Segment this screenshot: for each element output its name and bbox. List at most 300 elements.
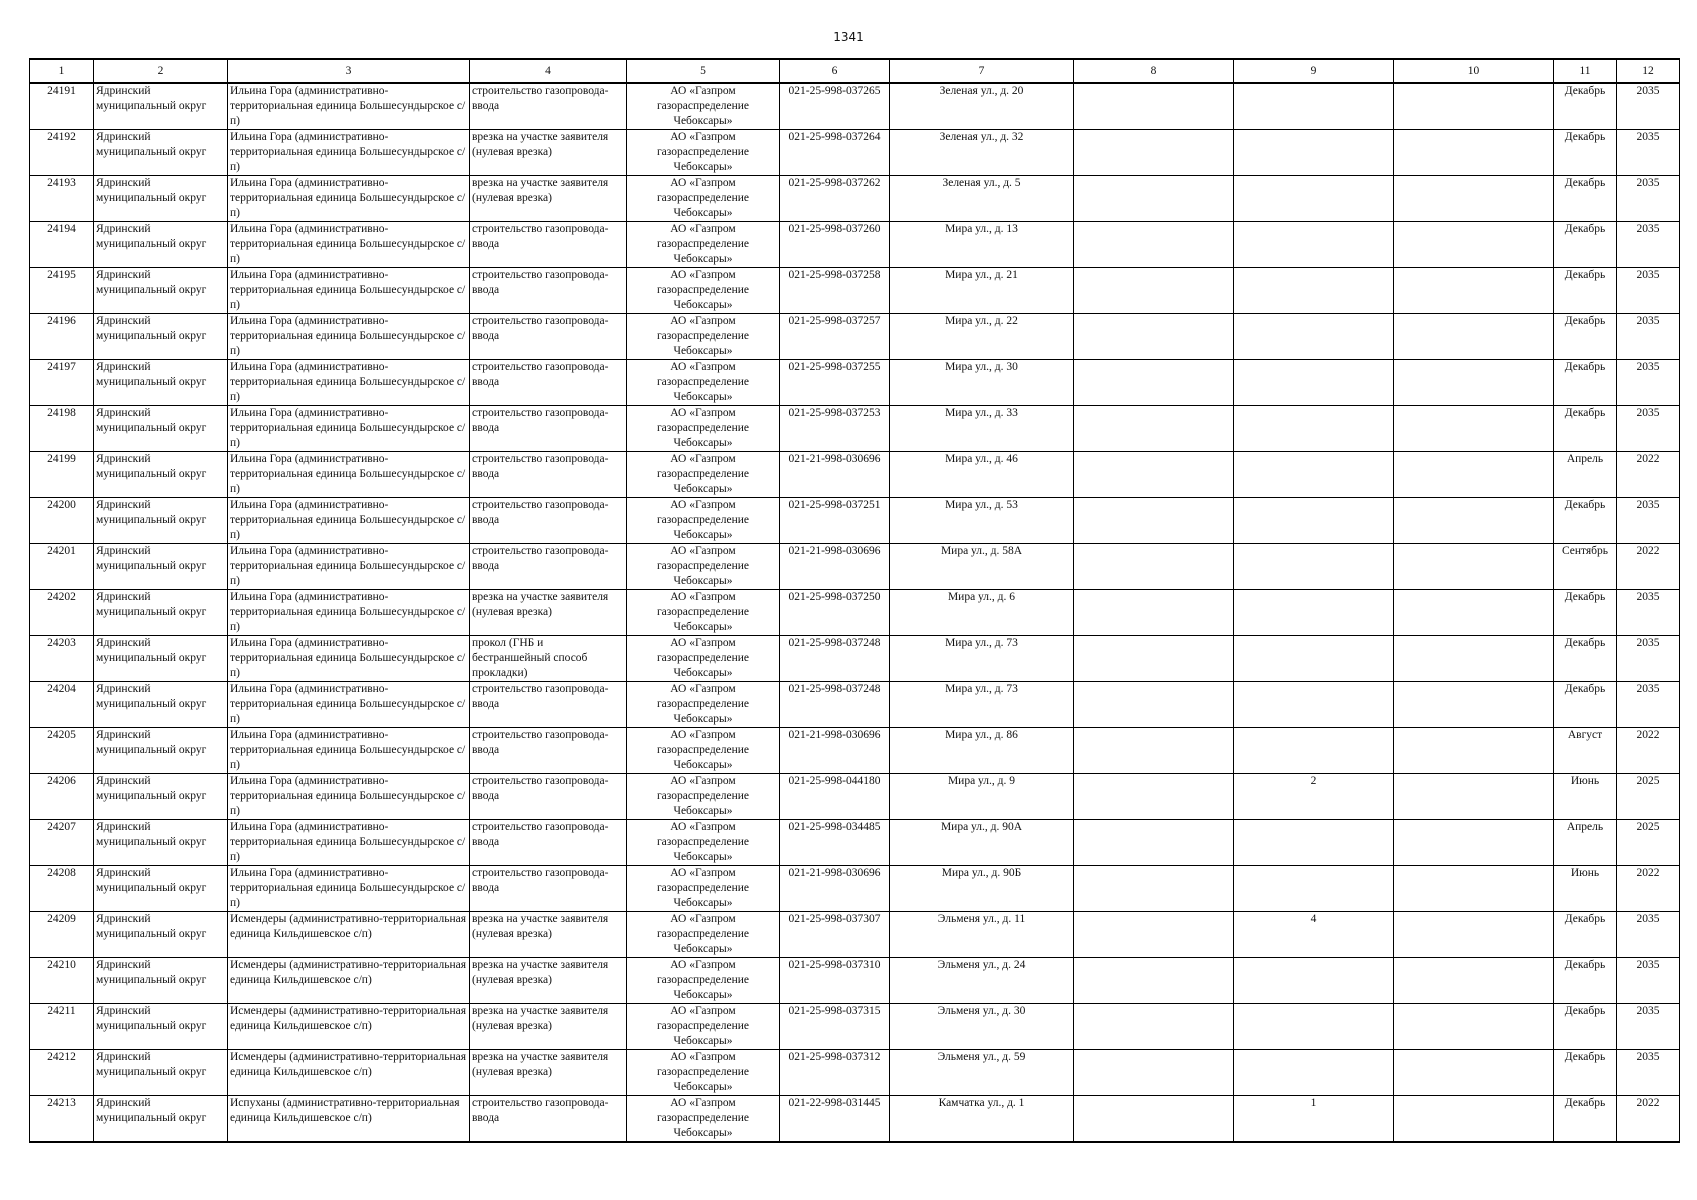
object-code-cell	[780, 682, 890, 728]
address-cell	[890, 774, 1074, 820]
column-9-cell-text: 4	[1310, 913, 1317, 925]
column-9-cell	[1234, 268, 1394, 314]
column-9-cell	[1234, 866, 1394, 912]
column-8-cell	[1074, 360, 1234, 406]
column-10-cell	[1394, 728, 1554, 774]
column-10-cell	[1394, 1004, 1554, 1050]
district-cell	[94, 130, 228, 176]
address-cell	[890, 682, 1074, 728]
table-row	[30, 958, 1680, 1004]
district-cell	[94, 452, 228, 498]
year-cell-text: 2035	[1636, 315, 1660, 327]
object-code-cell-text: 021-25-998-037250	[788, 591, 881, 603]
year-cell-text: 2035	[1636, 269, 1660, 281]
year-cell-text: 2025	[1636, 821, 1660, 833]
address-cell	[890, 544, 1074, 590]
district-cell	[94, 820, 228, 866]
address-cell-text: Мира ул., д. 73	[945, 683, 1018, 695]
work-type-cell-text: врезка на участке заявителя (нулевая врезка)	[472, 177, 609, 204]
year-cell	[1617, 360, 1680, 406]
row-number-cell-text: 24213	[47, 1097, 76, 1109]
address-cell-text: Мира ул., д. 33	[945, 407, 1018, 419]
table-row	[30, 866, 1680, 912]
settlement-cell-text: Ильина Гора (административно-территориальная единица Большесундырское с/п)	[230, 545, 466, 587]
settlement-cell-text: Ильина Гора (административно-территориальная единица Большесундырское с/п)	[230, 315, 466, 357]
object-code-cell-text: 021-25-998-037248	[788, 637, 881, 649]
month-cell-text: Апрель	[1566, 453, 1604, 465]
year-cell	[1617, 544, 1680, 590]
address-cell	[890, 1004, 1074, 1050]
settlement-cell	[228, 406, 470, 452]
column-9-cell	[1234, 912, 1394, 958]
column-10-cell	[1394, 452, 1554, 498]
year-cell	[1617, 682, 1680, 728]
column-9-cell	[1234, 406, 1394, 452]
district-cell-text: Ядринский муниципальный округ	[96, 867, 207, 894]
year-cell-text: 2022	[1636, 867, 1660, 879]
month-cell	[1554, 590, 1617, 636]
organization-cell	[627, 820, 780, 866]
work-type-cell-text: врезка на участке заявителя (нулевая врезка)	[472, 591, 609, 618]
column-header: 12	[1617, 59, 1680, 83]
address-cell	[890, 498, 1074, 544]
row-number-cell-text: 24200	[47, 499, 76, 511]
district-cell	[94, 83, 228, 130]
row-number-cell	[30, 544, 94, 590]
row-number-cell	[30, 636, 94, 682]
row-number-cell-text: 24195	[47, 269, 76, 281]
settlement-cell	[228, 83, 470, 130]
object-code-cell	[780, 314, 890, 360]
object-code-cell-text: 021-25-998-034485	[788, 821, 881, 833]
district-cell	[94, 176, 228, 222]
object-code-cell-text: 021-25-998-037251	[788, 499, 881, 511]
column-8-cell	[1074, 912, 1234, 958]
settlement-cell	[228, 774, 470, 820]
row-number-cell	[30, 1096, 94, 1143]
work-type-cell-text: врезка на участке заявителя (нулевая врезка)	[472, 1051, 609, 1078]
column-8-cell	[1074, 1004, 1234, 1050]
district-cell-text: Ядринский муниципальный округ	[96, 729, 207, 756]
settlement-cell-text: Ильина Гора (административно-территориальная единица Большесундырское с/п)	[230, 683, 466, 725]
row-number-cell	[30, 360, 94, 406]
settlement-cell	[228, 268, 470, 314]
year-cell-text: 2035	[1636, 223, 1660, 235]
year-cell	[1617, 820, 1680, 866]
organization-cell-text: АО «Газпром газораспределение Чебоксары»	[656, 637, 750, 679]
district-cell	[94, 544, 228, 590]
column-10-cell	[1394, 314, 1554, 360]
address-cell	[890, 958, 1074, 1004]
row-number-cell	[30, 682, 94, 728]
table-row	[30, 268, 1680, 314]
table-row	[30, 728, 1680, 774]
month-cell-text: Декабрь	[1564, 637, 1606, 649]
object-code-cell	[780, 544, 890, 590]
organization-cell	[627, 1050, 780, 1096]
address-cell-text: Эльменя ул., д. 59	[937, 1051, 1026, 1063]
organization-cell-text: АО «Газпром газораспределение Чебоксары»	[656, 729, 750, 771]
column-header: 4	[470, 59, 627, 83]
row-number-cell-text: 24196	[47, 315, 76, 327]
row-number-cell-text: 24209	[47, 913, 76, 925]
organization-cell	[627, 958, 780, 1004]
address-cell	[890, 314, 1074, 360]
month-cell	[1554, 1096, 1617, 1143]
work-type-cell	[470, 452, 627, 498]
address-cell-text: Камчатка ул., д. 1	[938, 1097, 1025, 1109]
object-code-cell	[780, 268, 890, 314]
column-10-cell	[1394, 590, 1554, 636]
object-code-cell	[780, 498, 890, 544]
column-8-cell	[1074, 83, 1234, 130]
address-cell-text: Мира ул., д. 86	[945, 729, 1018, 741]
district-cell-text: Ядринский муниципальный округ	[96, 453, 207, 480]
month-cell-text: Декабрь	[1564, 1051, 1606, 1063]
column-10-cell	[1394, 820, 1554, 866]
month-cell-text: Декабрь	[1564, 683, 1606, 695]
work-type-cell	[470, 176, 627, 222]
year-cell	[1617, 866, 1680, 912]
organization-cell	[627, 268, 780, 314]
column-8-cell	[1074, 590, 1234, 636]
column-9-cell	[1234, 1096, 1394, 1143]
address-cell	[890, 452, 1074, 498]
work-type-cell	[470, 268, 627, 314]
month-cell-text: Декабрь	[1564, 223, 1606, 235]
column-10-cell	[1394, 83, 1554, 130]
row-number-cell	[30, 314, 94, 360]
work-type-cell	[470, 682, 627, 728]
district-cell-text: Ядринский муниципальный округ	[96, 959, 207, 986]
district-cell-text: Ядринский муниципальный округ	[96, 315, 207, 342]
work-type-cell-text: строительство газопровода-ввода	[472, 729, 609, 756]
work-type-cell	[470, 222, 627, 268]
row-number-cell-text: 24197	[47, 361, 76, 373]
settlement-cell	[228, 130, 470, 176]
district-cell	[94, 636, 228, 682]
address-cell-text: Мира ул., д. 53	[945, 499, 1018, 511]
column-9-cell-text: 1	[1310, 1097, 1317, 1109]
row-number-cell	[30, 268, 94, 314]
work-type-cell-text: врезка на участке заявителя (нулевая врезка)	[472, 131, 609, 158]
organization-cell	[627, 682, 780, 728]
address-cell	[890, 636, 1074, 682]
column-9-cell	[1234, 360, 1394, 406]
address-cell-text: Мира ул., д. 90Б	[941, 867, 1022, 879]
object-code-cell	[780, 222, 890, 268]
year-cell-text: 2035	[1636, 499, 1660, 511]
settlement-cell	[228, 590, 470, 636]
district-cell-text: Ядринский муниципальный округ	[96, 683, 207, 710]
work-type-cell	[470, 360, 627, 406]
district-cell	[94, 1050, 228, 1096]
year-cell	[1617, 83, 1680, 130]
address-cell	[890, 83, 1074, 130]
work-type-cell-text: строительство газопровода-ввода	[472, 223, 609, 250]
settlement-cell-text: Испуханы (административно-территориальная единица Кильдишевское с/п)	[230, 1097, 460, 1124]
organization-cell	[627, 130, 780, 176]
column-10-cell	[1394, 912, 1554, 958]
column-10-cell	[1394, 682, 1554, 728]
row-number-cell-text: 24191	[47, 85, 76, 97]
object-code-cell-text: 021-25-998-037262	[788, 177, 881, 189]
organization-cell	[627, 452, 780, 498]
settlement-cell	[228, 820, 470, 866]
organization-cell-text: АО «Газпром газораспределение Чебоксары»	[656, 269, 750, 311]
organization-cell	[627, 728, 780, 774]
row-number-cell	[30, 406, 94, 452]
column-10-cell	[1394, 360, 1554, 406]
object-code-cell-text: 021-21-998-030696	[788, 545, 881, 557]
year-cell	[1617, 314, 1680, 360]
settlement-cell	[228, 360, 470, 406]
district-cell	[94, 590, 228, 636]
row-number-cell	[30, 912, 94, 958]
month-cell	[1554, 544, 1617, 590]
year-cell-text: 2025	[1636, 775, 1660, 787]
object-code-cell	[780, 728, 890, 774]
month-cell	[1554, 1050, 1617, 1096]
row-number-cell-text: 24192	[47, 131, 76, 143]
object-code-cell	[780, 820, 890, 866]
month-cell	[1554, 636, 1617, 682]
table-row	[30, 314, 1680, 360]
settlement-cell	[228, 1096, 470, 1143]
column-header: 8	[1074, 59, 1234, 83]
column-8-cell	[1074, 820, 1234, 866]
object-code-cell	[780, 636, 890, 682]
work-type-cell-text: строительство газопровода-ввода	[472, 269, 609, 296]
column-10-cell	[1394, 130, 1554, 176]
district-cell	[94, 682, 228, 728]
address-cell	[890, 1050, 1074, 1096]
settlement-cell	[228, 682, 470, 728]
month-cell-text: Декабрь	[1564, 1097, 1606, 1109]
column-10-cell	[1394, 498, 1554, 544]
object-code-cell-text: 021-25-998-037258	[788, 269, 881, 281]
column-10-cell	[1394, 1050, 1554, 1096]
settlement-cell-text: Исмендеры (административно-территориальная единица Кильдишевское с/п)	[230, 913, 466, 940]
column-9-cell	[1234, 544, 1394, 590]
organization-cell-text: АО «Газпром газораспределение Чебоксары»	[656, 361, 750, 403]
settlement-cell	[228, 866, 470, 912]
row-number-cell	[30, 130, 94, 176]
district-cell-text: Ядринский муниципальный округ	[96, 1097, 207, 1124]
settlement-cell-text: Исмендеры (административно-территориальная единица Кильдишевское с/п)	[230, 1051, 466, 1078]
month-cell-text: Июнь	[1570, 867, 1600, 879]
address-cell-text: Мира ул., д. 6	[947, 591, 1016, 603]
year-cell	[1617, 1050, 1680, 1096]
address-cell-text: Мира ул., д. 13	[945, 223, 1018, 235]
district-cell	[94, 498, 228, 544]
object-code-cell-text: 021-21-998-030696	[788, 867, 881, 879]
organization-cell	[627, 1004, 780, 1050]
district-cell	[94, 360, 228, 406]
month-cell-text: Июнь	[1570, 775, 1600, 787]
row-number-cell	[30, 176, 94, 222]
address-cell-text: Зеленая ул., д. 5	[942, 177, 1021, 189]
settlement-cell-text: Ильина Гора (административно-территориальная единица Большесундырское с/п)	[230, 867, 466, 909]
address-cell-text: Мира ул., д. 9	[947, 775, 1016, 787]
organization-cell-text: АО «Газпром газораспределение Чебоксары»	[656, 1097, 750, 1139]
column-10-cell	[1394, 866, 1554, 912]
object-code-cell	[780, 1050, 890, 1096]
object-code-cell	[780, 1004, 890, 1050]
address-cell	[890, 130, 1074, 176]
table-row	[30, 1050, 1680, 1096]
year-cell-text: 2035	[1636, 407, 1660, 419]
district-cell-text: Ядринский муниципальный округ	[96, 637, 207, 664]
district-cell-text: Ядринский муниципальный округ	[96, 1051, 207, 1078]
object-code-cell	[780, 590, 890, 636]
month-cell-text: Апрель	[1566, 821, 1604, 833]
work-type-cell	[470, 728, 627, 774]
address-cell	[890, 912, 1074, 958]
district-cell-text: Ядринский муниципальный округ	[96, 591, 207, 618]
object-code-cell	[780, 774, 890, 820]
work-type-cell-text: прокол (ГНБ и бестраншейный способ прокладки)	[472, 637, 588, 679]
month-cell	[1554, 222, 1617, 268]
column-8-cell	[1074, 544, 1234, 590]
row-number-cell	[30, 1004, 94, 1050]
column-10-cell	[1394, 176, 1554, 222]
settlement-cell-text: Ильина Гора (административно-территориальная единица Большесундырское с/п)	[230, 361, 466, 403]
column-8-cell	[1074, 1050, 1234, 1096]
work-type-cell-text: строительство газопровода-ввода	[472, 453, 609, 480]
row-number-cell	[30, 498, 94, 544]
organization-cell	[627, 498, 780, 544]
address-cell	[890, 590, 1074, 636]
address-cell	[890, 222, 1074, 268]
month-cell	[1554, 83, 1617, 130]
organization-cell-text: АО «Газпром газораспределение Чебоксары»	[656, 315, 750, 357]
object-code-cell-text: 021-25-998-037260	[788, 223, 881, 235]
month-cell	[1554, 130, 1617, 176]
object-code-cell-text: 021-25-998-037310	[788, 959, 881, 971]
column-header: 6	[780, 59, 890, 83]
row-number-cell	[30, 820, 94, 866]
column-10-cell	[1394, 544, 1554, 590]
year-cell	[1617, 268, 1680, 314]
organization-cell-text: АО «Газпром газораспределение Чебоксары»	[656, 407, 750, 449]
table-row	[30, 544, 1680, 590]
year-cell-text: 2022	[1636, 1097, 1660, 1109]
organization-cell	[627, 360, 780, 406]
year-cell	[1617, 406, 1680, 452]
district-cell	[94, 1096, 228, 1143]
object-code-cell-text: 021-25-998-037315	[788, 1005, 881, 1017]
object-code-cell-text: 021-21-998-030696	[788, 729, 881, 741]
district-cell	[94, 1004, 228, 1050]
month-cell	[1554, 360, 1617, 406]
address-cell	[890, 1096, 1074, 1143]
month-cell	[1554, 912, 1617, 958]
work-type-cell	[470, 314, 627, 360]
address-cell	[890, 176, 1074, 222]
organization-cell-text: АО «Газпром газораспределение Чебоксары»	[656, 683, 750, 725]
row-number-cell-text: 24207	[47, 821, 76, 833]
month-cell-text: Декабрь	[1564, 959, 1606, 971]
table-row	[30, 83, 1680, 130]
settlement-cell-text: Ильина Гора (административно-территориальная единица Большесундырское с/п)	[230, 85, 466, 127]
work-type-cell	[470, 130, 627, 176]
row-number-cell	[30, 958, 94, 1004]
work-type-cell-text: строительство газопровода-ввода	[472, 315, 609, 342]
column-9-cell	[1234, 222, 1394, 268]
organization-cell	[627, 83, 780, 130]
object-code-cell-text: 021-25-998-037257	[788, 315, 881, 327]
address-cell	[890, 728, 1074, 774]
month-cell	[1554, 682, 1617, 728]
organization-cell	[627, 866, 780, 912]
column-10-cell	[1394, 958, 1554, 1004]
column-header: 1	[30, 59, 94, 83]
column-header: 11	[1554, 59, 1617, 83]
organization-cell	[627, 912, 780, 958]
year-cell-text: 2035	[1636, 959, 1660, 971]
column-9-cell	[1234, 958, 1394, 1004]
year-cell-text: 2035	[1636, 1005, 1660, 1017]
row-number-cell-text: 24202	[47, 591, 76, 603]
settlement-cell	[228, 498, 470, 544]
work-type-cell	[470, 1004, 627, 1050]
object-code-cell-text: 021-22-998-031445	[788, 1097, 881, 1109]
settlement-cell	[228, 912, 470, 958]
table-row	[30, 820, 1680, 866]
table-row	[30, 360, 1680, 406]
object-code-cell	[780, 176, 890, 222]
column-10-cell	[1394, 222, 1554, 268]
work-type-cell	[470, 774, 627, 820]
column-9-cell	[1234, 176, 1394, 222]
address-cell-text: Мира ул., д. 90А	[940, 821, 1023, 833]
column-9-cell	[1234, 682, 1394, 728]
organization-cell-text: АО «Газпром газораспределение Чебоксары»	[656, 453, 750, 495]
year-cell	[1617, 774, 1680, 820]
row-number-cell-text: 24212	[47, 1051, 76, 1063]
column-8-cell	[1074, 866, 1234, 912]
district-cell	[94, 912, 228, 958]
work-type-cell	[470, 820, 627, 866]
work-type-cell-text: строительство газопровода-ввода	[472, 499, 609, 526]
work-type-cell	[470, 1096, 627, 1143]
work-type-cell	[470, 406, 627, 452]
month-cell	[1554, 176, 1617, 222]
district-cell-text: Ядринский муниципальный округ	[96, 1005, 207, 1032]
row-number-cell	[30, 83, 94, 130]
organization-cell	[627, 222, 780, 268]
table-row	[30, 1004, 1680, 1050]
row-number-cell-text: 24198	[47, 407, 76, 419]
work-type-cell-text: строительство газопровода-ввода	[472, 361, 609, 388]
settlement-cell-text: Ильина Гора (административно-территориальная единица Большесундырское с/п)	[230, 269, 466, 311]
object-code-cell-text: 021-21-998-030696	[788, 453, 881, 465]
settlement-cell-text: Исмендеры (административно-территориальная единица Кильдишевское с/п)	[230, 1005, 466, 1032]
work-type-cell	[470, 1050, 627, 1096]
work-type-cell	[470, 498, 627, 544]
work-type-cell-text: строительство газопровода-ввода	[472, 683, 609, 710]
column-8-cell	[1074, 452, 1234, 498]
column-8-cell	[1074, 314, 1234, 360]
year-cell-text: 2022	[1636, 545, 1660, 557]
column-number-row	[30, 59, 1680, 83]
column-10-cell	[1394, 406, 1554, 452]
address-cell	[890, 406, 1074, 452]
column-8-cell	[1074, 682, 1234, 728]
district-cell-text: Ядринский муниципальный округ	[96, 775, 207, 802]
address-cell-text: Мира ул., д. 58А	[940, 545, 1023, 557]
